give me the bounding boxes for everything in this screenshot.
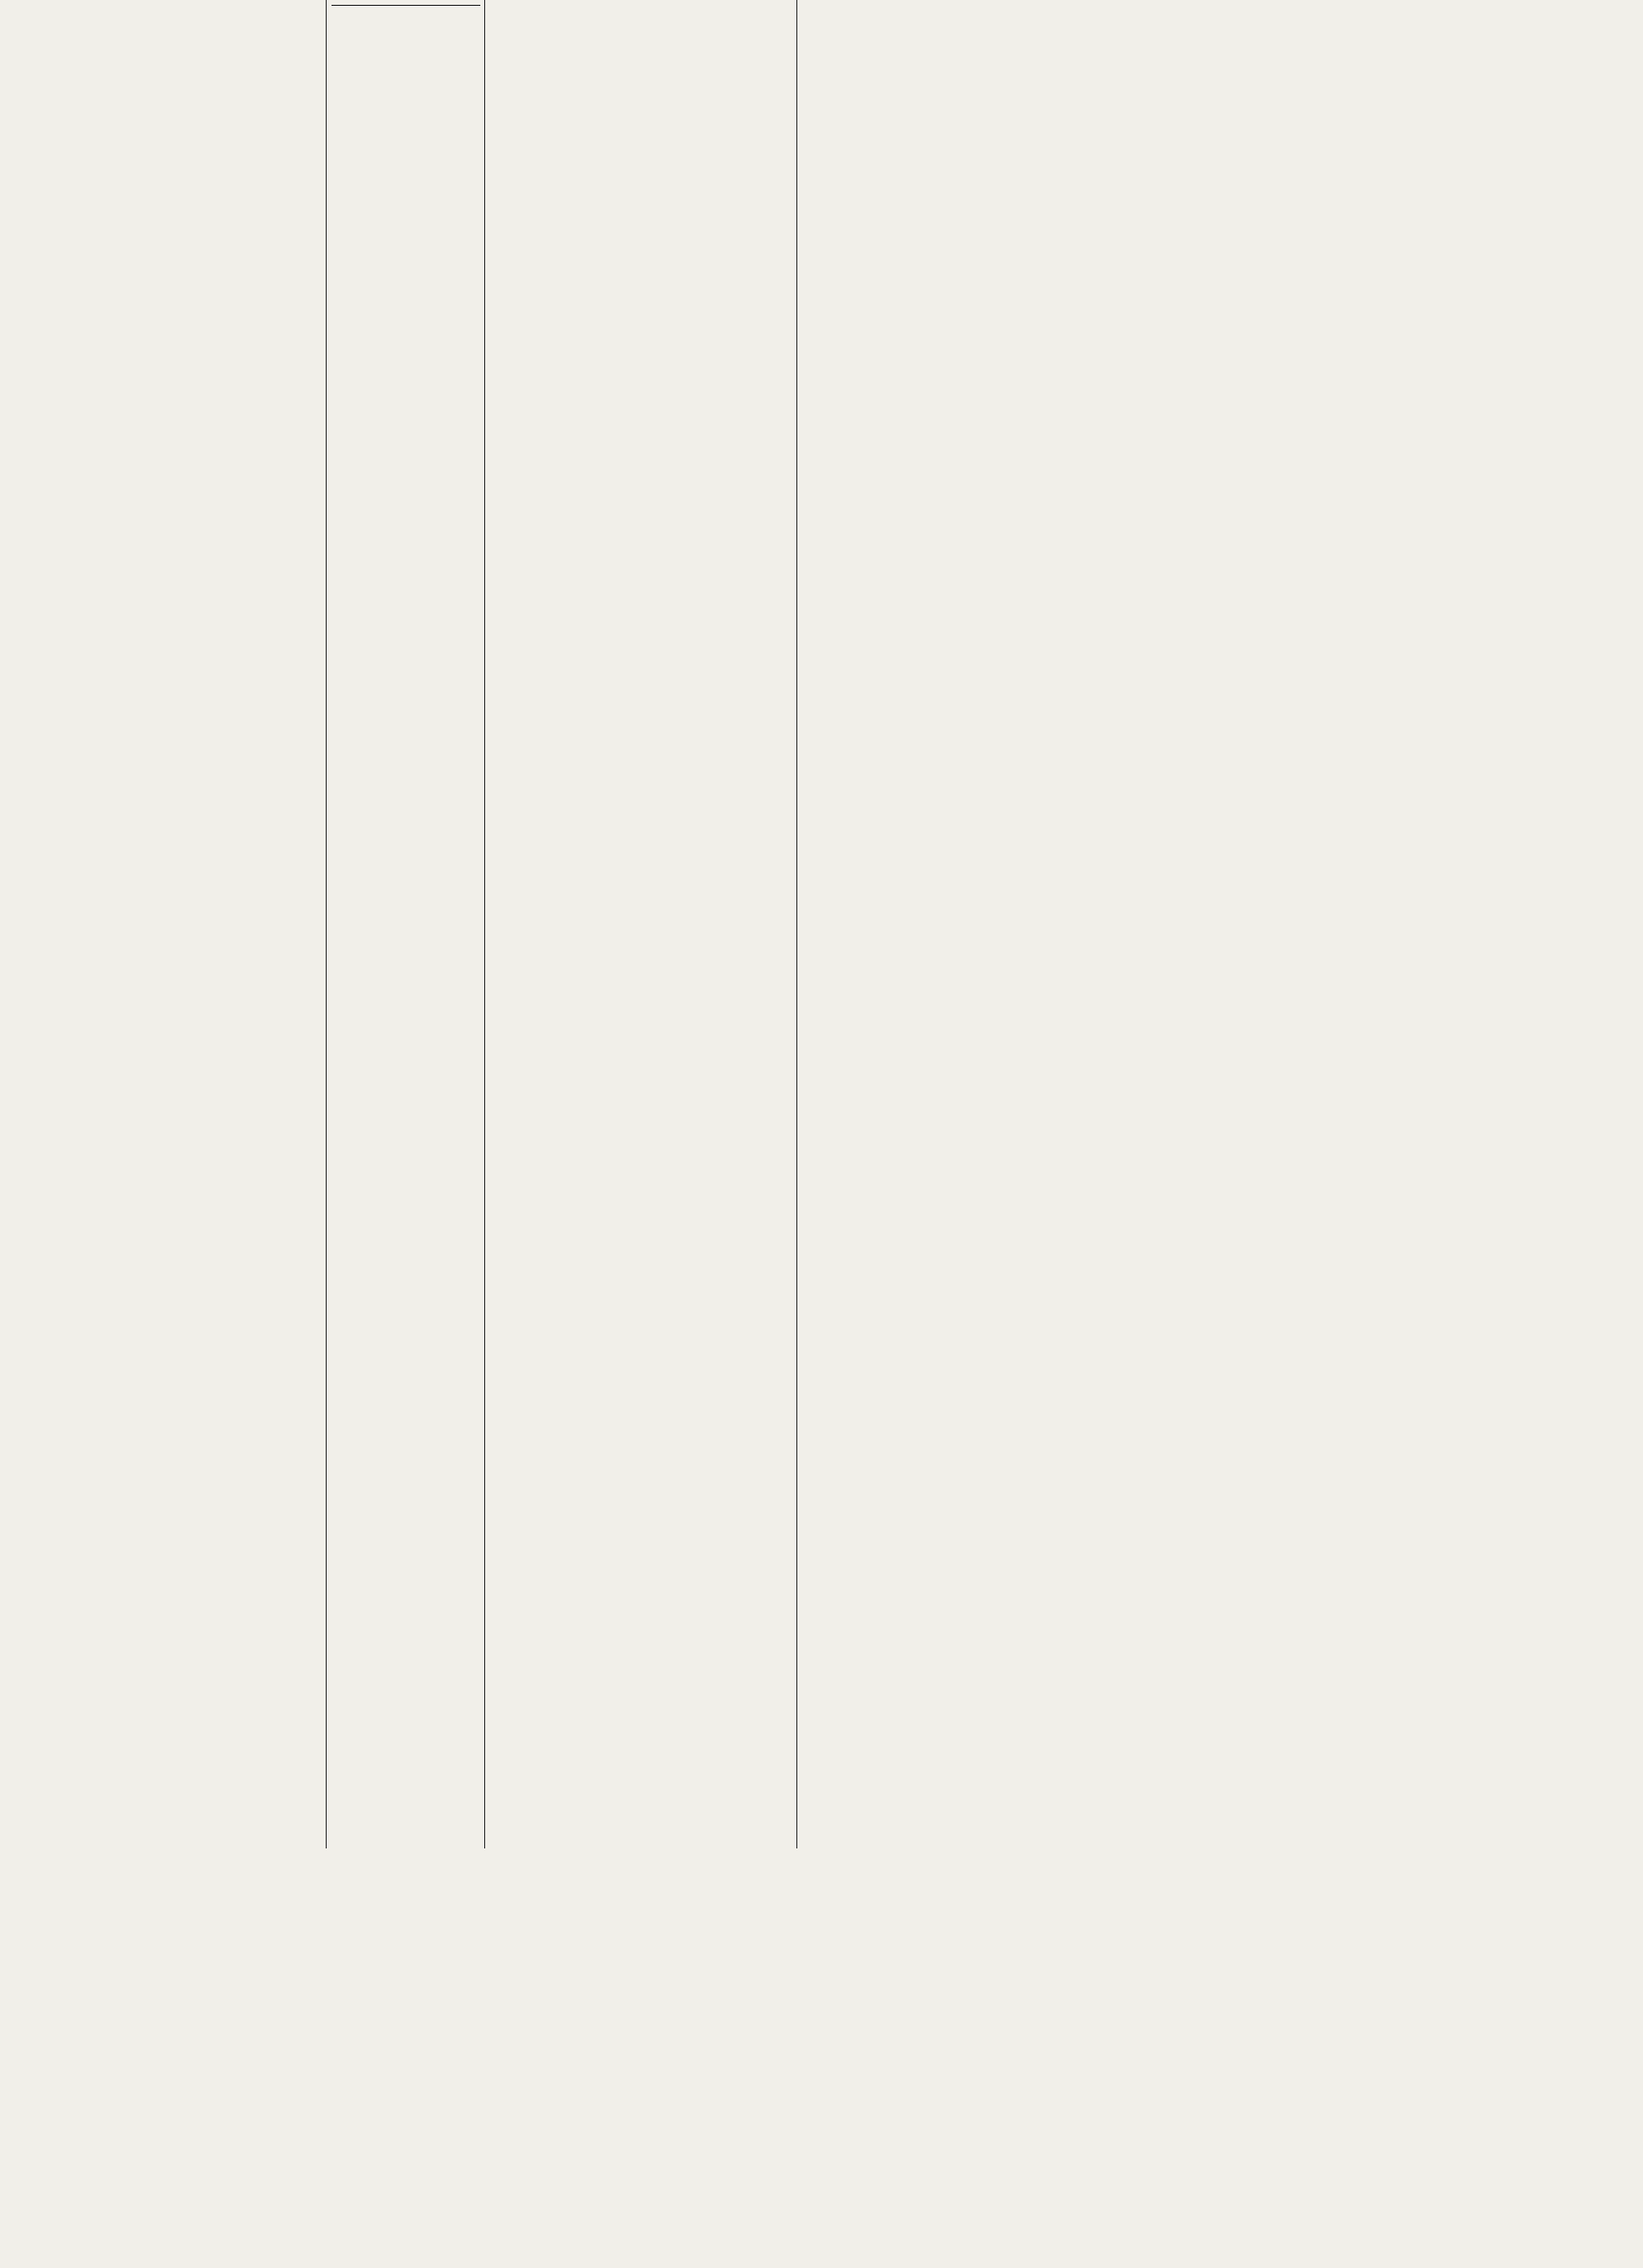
column-reis [331,2,480,1839]
column-rule [326,0,327,1848]
column-contracto-2 [329,0,330,1]
column-rule [484,0,485,1848]
column-rule [796,0,797,1848]
column-1 [27,14,322,1850]
